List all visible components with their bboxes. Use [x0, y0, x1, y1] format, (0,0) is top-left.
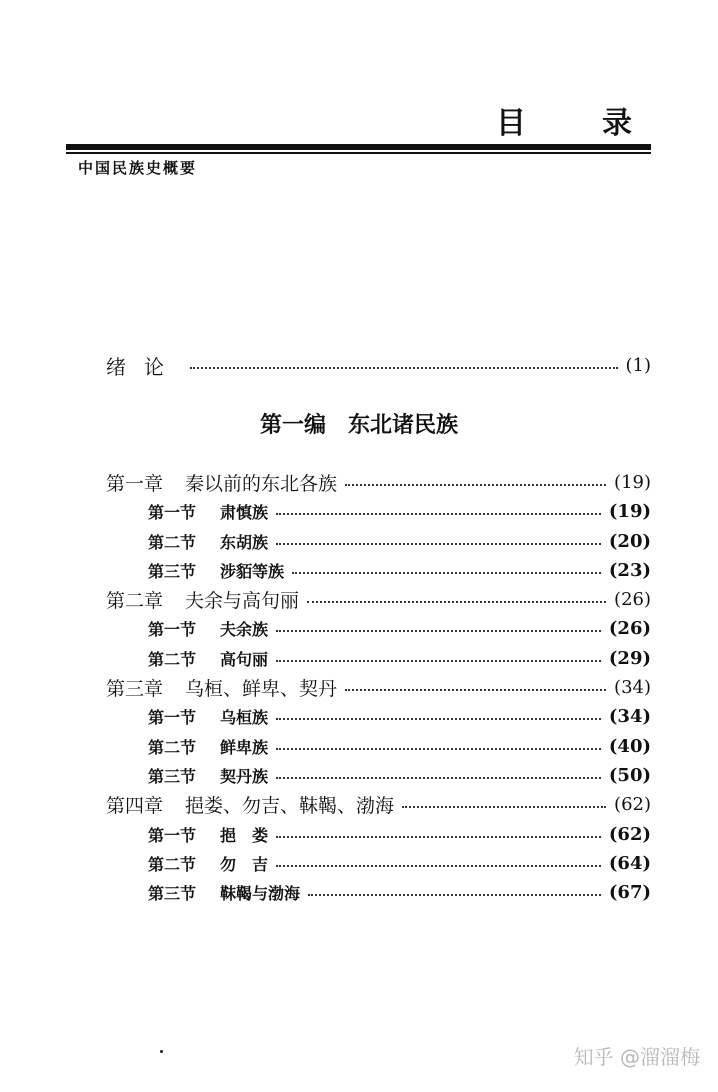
- section-number: 第二节: [148, 649, 197, 669]
- section-title: 肃慎族: [220, 502, 269, 522]
- dot-leader: [276, 630, 601, 632]
- section-number: 第一节: [148, 707, 197, 727]
- section-title: 高句丽: [220, 649, 269, 669]
- dot-leader: [345, 484, 606, 486]
- section-title: 夫余族: [220, 619, 269, 639]
- page-number: (19): [608, 500, 651, 522]
- dot-leader: [292, 572, 601, 574]
- chapter-number: 第三章: [106, 677, 164, 700]
- section-number: 第一节: [148, 619, 197, 639]
- section-number: 第二节: [148, 737, 197, 757]
- page-number: (20): [608, 530, 651, 552]
- section-number: 第三节: [148, 766, 197, 786]
- toc-section-row: [148, 850, 651, 876]
- dot-leader: [190, 367, 618, 369]
- section-number: 第二节: [148, 854, 197, 874]
- section-number: 第一节: [148, 825, 197, 845]
- dot-leader: [276, 543, 601, 545]
- page-number: (62): [608, 823, 651, 845]
- chapter-title: 秦以前的东北各族: [185, 472, 338, 495]
- dot-leader: [276, 777, 601, 779]
- dot-leader: [307, 601, 606, 603]
- toc-chapter-row: [106, 469, 651, 495]
- section-number: 第二节: [148, 532, 197, 552]
- dot-leader: [402, 806, 606, 808]
- section-number: 第三节: [148, 561, 197, 581]
- section-number: 第三节: [148, 883, 197, 903]
- dot-leader: [276, 865, 601, 867]
- page-number: (50): [608, 764, 651, 786]
- toc-section-row: [148, 821, 651, 847]
- chapter-title: 乌桓、鲜卑、契丹: [185, 677, 338, 700]
- chapter-number: 第二章: [106, 589, 164, 612]
- section-title: 契丹族: [220, 766, 269, 786]
- toc-section-row: [148, 645, 651, 671]
- dot-leader: [276, 513, 601, 515]
- page-number: (67): [608, 881, 651, 903]
- chapter-number: 第四章: [106, 794, 164, 817]
- toc-chapter-row: [106, 586, 651, 612]
- section-title: 挹 娄: [220, 825, 269, 845]
- page-number: (26): [608, 617, 651, 639]
- heading-char-lu: 录: [602, 106, 632, 141]
- footer-mark: [160, 1050, 163, 1053]
- dot-leader: [276, 836, 601, 838]
- toc-intro-row: [106, 352, 651, 378]
- toc-section-row: [148, 557, 651, 583]
- heading-char-mu: 目: [496, 106, 526, 141]
- dot-leader: [276, 718, 601, 720]
- toc-section-row: [148, 528, 651, 554]
- chapter-title: 挹娄、勿吉、靺鞨、渤海: [185, 794, 395, 817]
- page-number: (1): [625, 354, 651, 376]
- dot-leader: [276, 660, 601, 662]
- dot-leader: [276, 748, 601, 750]
- section-title: 东胡族: [220, 532, 269, 552]
- toc-section-row: [148, 879, 651, 905]
- page-number: (40): [608, 735, 651, 757]
- chapter-number: 第一章: [106, 472, 164, 495]
- toc-section-row: [148, 498, 651, 524]
- toc-section-row: [148, 703, 651, 729]
- chapter-title: 夫余与高句丽: [185, 589, 300, 612]
- toc-section-row: [148, 762, 651, 788]
- page-number: (62): [614, 793, 651, 815]
- toc-section-row: [148, 733, 651, 759]
- book-title: 中国民族史概要: [78, 159, 198, 177]
- page-number: (34): [608, 705, 651, 727]
- dot-leader: [308, 894, 601, 896]
- toc-section-row: [148, 615, 651, 641]
- section-number: 第一节: [148, 502, 197, 522]
- section-title: 乌桓族: [220, 707, 269, 727]
- section-title: 鲜卑族: [220, 737, 269, 757]
- page-number: (34): [614, 676, 651, 698]
- section-title: 涉貊等族: [220, 561, 285, 581]
- dot-leader: [345, 689, 606, 691]
- toc-chapter-row: [106, 674, 651, 700]
- page-number: (29): [608, 647, 651, 669]
- section-title: 靺鞨与渤海: [220, 883, 301, 903]
- intro-label: 绪论: [106, 354, 182, 379]
- watermark: 知乎 @溜溜梅: [573, 1045, 700, 1069]
- page-number: (26): [614, 588, 651, 610]
- part-title: 第一编 东北诸民族: [259, 413, 458, 438]
- page-number: (23): [608, 559, 651, 581]
- toc-chapter-row: [106, 791, 651, 817]
- section-title: 勿 吉: [220, 854, 269, 874]
- page-number: (64): [608, 852, 651, 874]
- page-number: (19): [614, 471, 651, 493]
